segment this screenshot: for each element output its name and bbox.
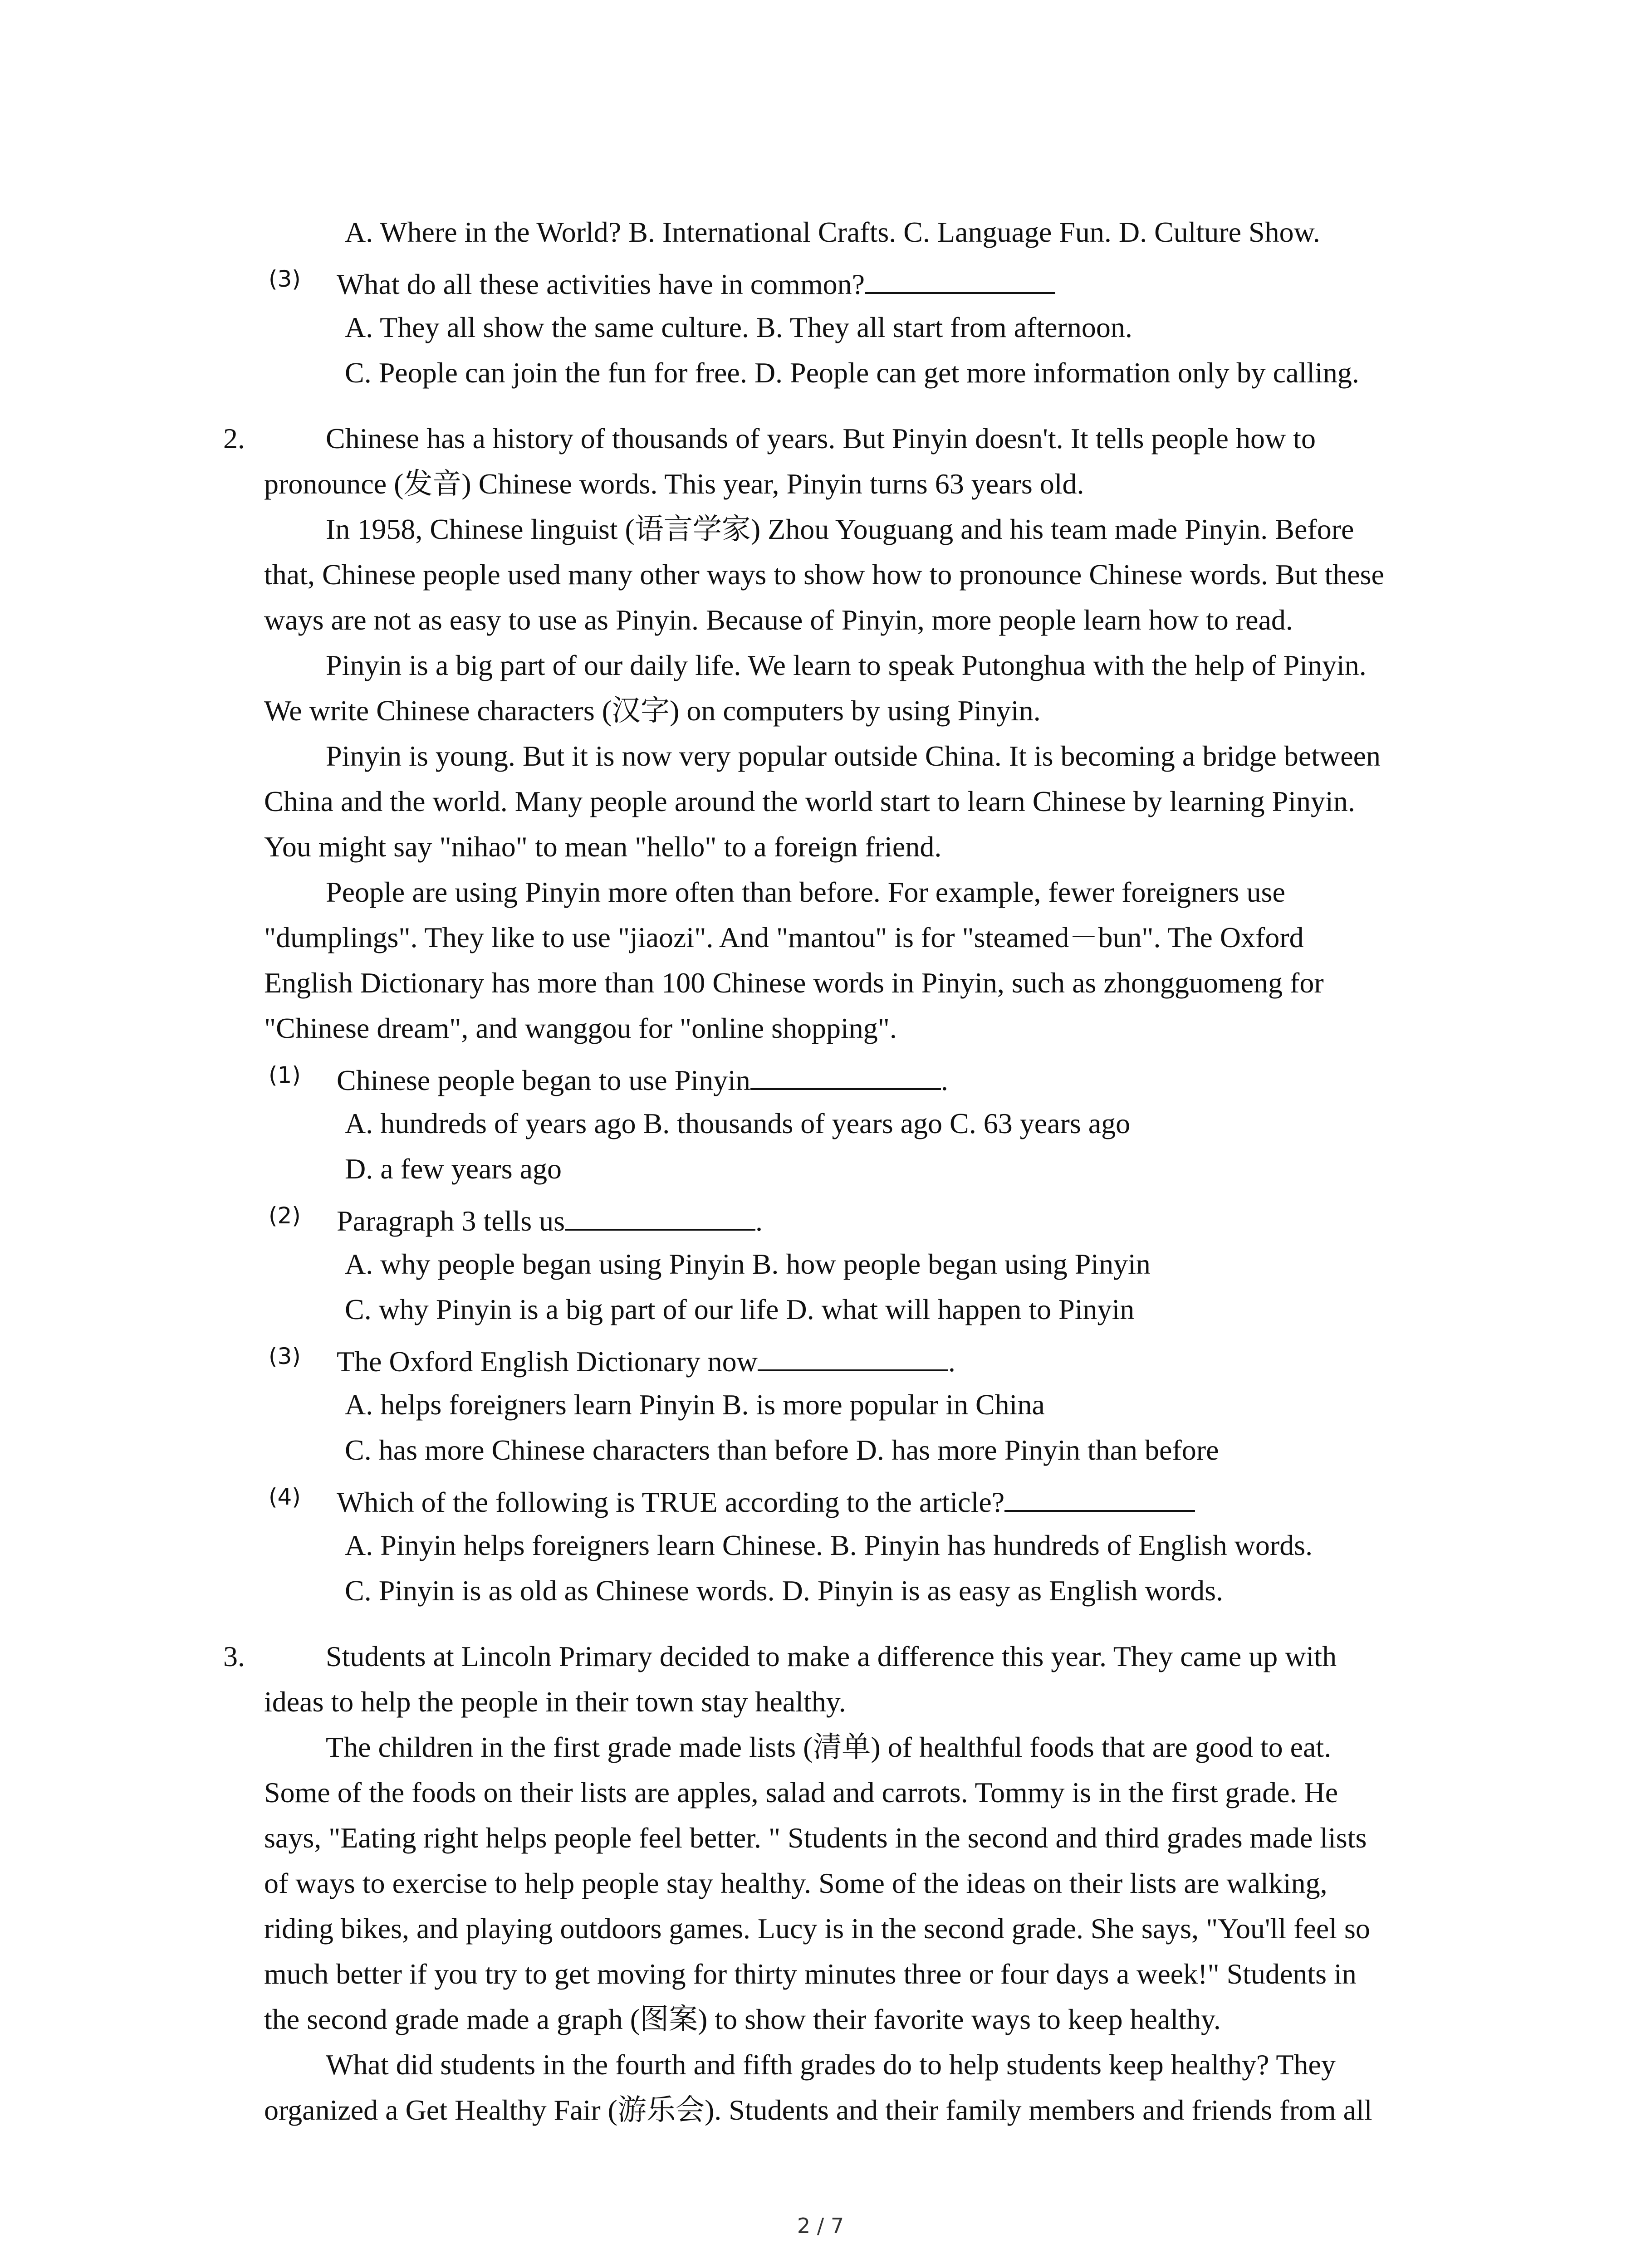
passage-line: China and the world. Many people around the world start to learn Chinese by learning Pinyin. — [264, 785, 1355, 817]
question-stem: The Oxford English Dictionary now . — [337, 1345, 955, 1378]
passage-line: pronounce (发音) Chinese words. This year, Pinyin turns 63 years old. — [264, 468, 1084, 500]
passage-3-number: 3. — [223, 1640, 245, 1672]
q1-3-stem: What do all these activities have in common? — [337, 268, 1055, 299]
passage-line: of ways to exercise to help people stay healthy. Some of the ideas on their lists are walking, — [264, 1867, 1327, 1899]
passage-line: You might say "nihao" to mean "hello" to a foreign friend. — [264, 831, 942, 863]
passage-line: In 1958, Chinese linguist (语言学家) Zhou Youguang and his team made Pinyin. Before — [326, 513, 1354, 545]
passage-line: Pinyin is a big part of our daily life. We learn to speak Putonghua with the help of Pinyin. — [326, 649, 1367, 681]
question-options: A. helps foreigners learn Pinyin B. is more popular in China — [345, 1388, 1045, 1421]
passage-line: Chinese has a history of thousands of years. But Pinyin doesn't. It tells people how to — [326, 422, 1316, 455]
passage-line: says, "Eating right helps people feel better. " Students in the second and third grades made lists — [264, 1822, 1367, 1854]
question-options: A. hundreds of years ago B. thousands of years ago C. 63 years ago — [345, 1107, 1131, 1139]
passage-line: the second grade made a graph (图案) to show their favorite ways to keep healthy. — [264, 2003, 1221, 2035]
question-number: (2) — [269, 1202, 301, 1229]
question-options: A. why people began using Pinyin B. how people began using Pinyin — [345, 1248, 1151, 1280]
passage-line: ideas to help the people in their town stay healthy. — [264, 1686, 846, 1718]
question-stem: Which of the following is TRUE according to the article? — [337, 1486, 1195, 1517]
answer-blank[interactable] — [758, 1345, 948, 1371]
passage-line: The children in the first grade made lists (清单) of healthful foods that are good to eat. — [326, 1731, 1332, 1763]
passage-line: ways are not as easy to use as Pinyin. Because of Pinyin, more people learn how to read. — [264, 604, 1293, 636]
passage-line: organized a Get Healthy Fair (游乐会). Students and their family members and friends from all — [264, 2094, 1372, 2126]
question-options: D. a few years ago — [345, 1153, 562, 1185]
question-options: C. has more Chinese characters than before D. has more Pinyin than before — [345, 1434, 1219, 1466]
passage-line: People are using Pinyin more often than before. For example, fewer foreigners use — [326, 876, 1285, 908]
passage-2-number: 2. — [223, 422, 245, 455]
question-stem: Paragraph 3 tells us . — [337, 1205, 763, 1237]
answer-blank[interactable] — [565, 1204, 755, 1231]
answer-blank[interactable] — [865, 268, 1055, 294]
answer-blank[interactable] — [750, 1064, 941, 1090]
passage-line: "dumplings". They like to use "jiaozi". And "mantou" is for "steamed－bun". The Oxford — [264, 921, 1304, 953]
q1-3-number: (3) — [269, 266, 301, 292]
page-number: 2 / 7 — [797, 2214, 844, 2238]
question-number: (1) — [269, 1062, 301, 1088]
answer-blank[interactable] — [1004, 1486, 1195, 1512]
question-stem: Chinese people began to use Pinyin . — [337, 1064, 948, 1096]
passage-line: that, Chinese people used many other ways to show how to pronounce Chinese words. But these — [264, 558, 1384, 591]
question-number: (4) — [269, 1484, 301, 1510]
passage-line: Some of the foods on their lists are apples, salad and carrots. Tommy is in the first grade. He — [264, 1776, 1338, 1809]
q1-2-options: A. Where in the World? B. International Crafts. C. Language Fun. D. Culture Show. — [345, 216, 1320, 248]
passage-line: We write Chinese characters (汉字) on computers by using Pinyin. — [264, 694, 1041, 727]
passage-line: much better if you try to get moving for thirty minutes three or four days a week!" Students in — [264, 1958, 1357, 1990]
passage-line: "Chinese dream", and wanggou for "online shopping". — [264, 1012, 897, 1044]
question-options: C. Pinyin is as old as Chinese words. D. Pinyin is as easy as English words. — [345, 1574, 1223, 1607]
passage-line: Students at Lincoln Primary decided to make a difference this year. They came up with — [326, 1640, 1337, 1672]
passage-line: riding bikes, and playing outdoors games. Lucy is in the second grade. She says, "You'll feel so — [264, 1912, 1370, 1945]
question-number: (3) — [269, 1343, 301, 1369]
passage-line: What did students in the fourth and fifth grades do to help students keep healthy? They — [326, 2048, 1336, 2081]
q1-3-options-2: C. People can join the fun for free. D. People can get more information only by calling. — [345, 357, 1359, 389]
question-options: A. Pinyin helps foreigners learn Chinese. B. Pinyin has hundreds of English words. — [345, 1529, 1313, 1561]
passage-line: Pinyin is young. But it is now very popular outside China. It is becoming a bridge between — [326, 740, 1381, 772]
q1-3-options-1: A. They all show the same culture. B. They all start from afternoon. — [345, 311, 1132, 343]
question-options: C. why Pinyin is a big part of our life D. what will happen to Pinyin — [345, 1293, 1135, 1325]
passage-line: English Dictionary has more than 100 Chinese words in Pinyin, such as zhongguomeng for — [264, 967, 1324, 999]
